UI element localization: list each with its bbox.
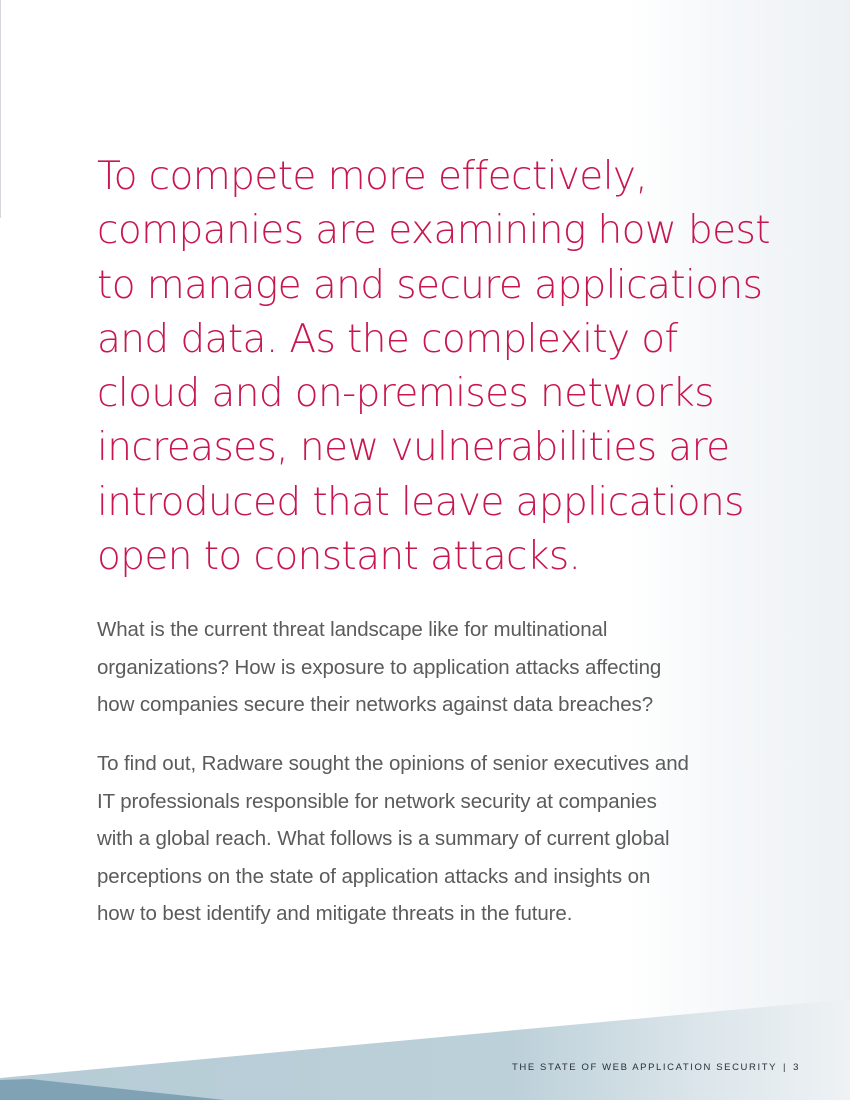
- paragraph-line: how to best identify and mitigate threats in the future.: [97, 902, 573, 925]
- pull-quote-line: introduced that leave applications: [97, 479, 744, 525]
- paragraph-line: how companies secure their networks against data breaches?: [97, 693, 653, 716]
- body-paragraph-intro: [97, 611, 757, 724]
- band-light-shape: [0, 999, 850, 1100]
- page-number: 3: [793, 1062, 800, 1073]
- page-footer: [512, 1062, 800, 1073]
- pull-quote-line: to manage and secure applications: [97, 262, 763, 308]
- footer-document-title: THE STATE OF WEB APPLICATION SECURITY: [511, 1062, 778, 1073]
- footer-decorative-band: [0, 990, 850, 1100]
- paragraph-line: perceptions on the state of application attacks and insights on: [97, 864, 651, 888]
- left-edge-rule: [0, 0, 1, 218]
- pull-quote: [97, 150, 777, 584]
- pull-quote-line: companies are examining how best: [97, 208, 770, 254]
- paragraph-line: organizations? How is exposure to application attacks affecting: [97, 655, 662, 679]
- paragraph-line: To find out, Radware sought the opinions of senior executives and: [97, 752, 689, 775]
- pull-quote-line: and data. As the complexity of: [97, 316, 678, 362]
- paragraph-line: What is the current threat landscape like for multinational: [97, 618, 608, 641]
- body-paragraph-method: [97, 745, 757, 933]
- footer-separator: |: [783, 1062, 788, 1073]
- pull-quote-line: To compete more effectively,: [97, 154, 648, 199]
- pull-quote-line: increases, new vulnerabilities are: [97, 425, 730, 471]
- paragraph-line: with a global reach. What follows is a summary of current global: [97, 827, 670, 850]
- paragraph-line: IT professionals responsible for network security at companies: [97, 789, 657, 813]
- pull-quote-line: cloud and on-premises networks: [97, 371, 714, 417]
- pull-quote-line: open to constant attacks.: [97, 534, 581, 580]
